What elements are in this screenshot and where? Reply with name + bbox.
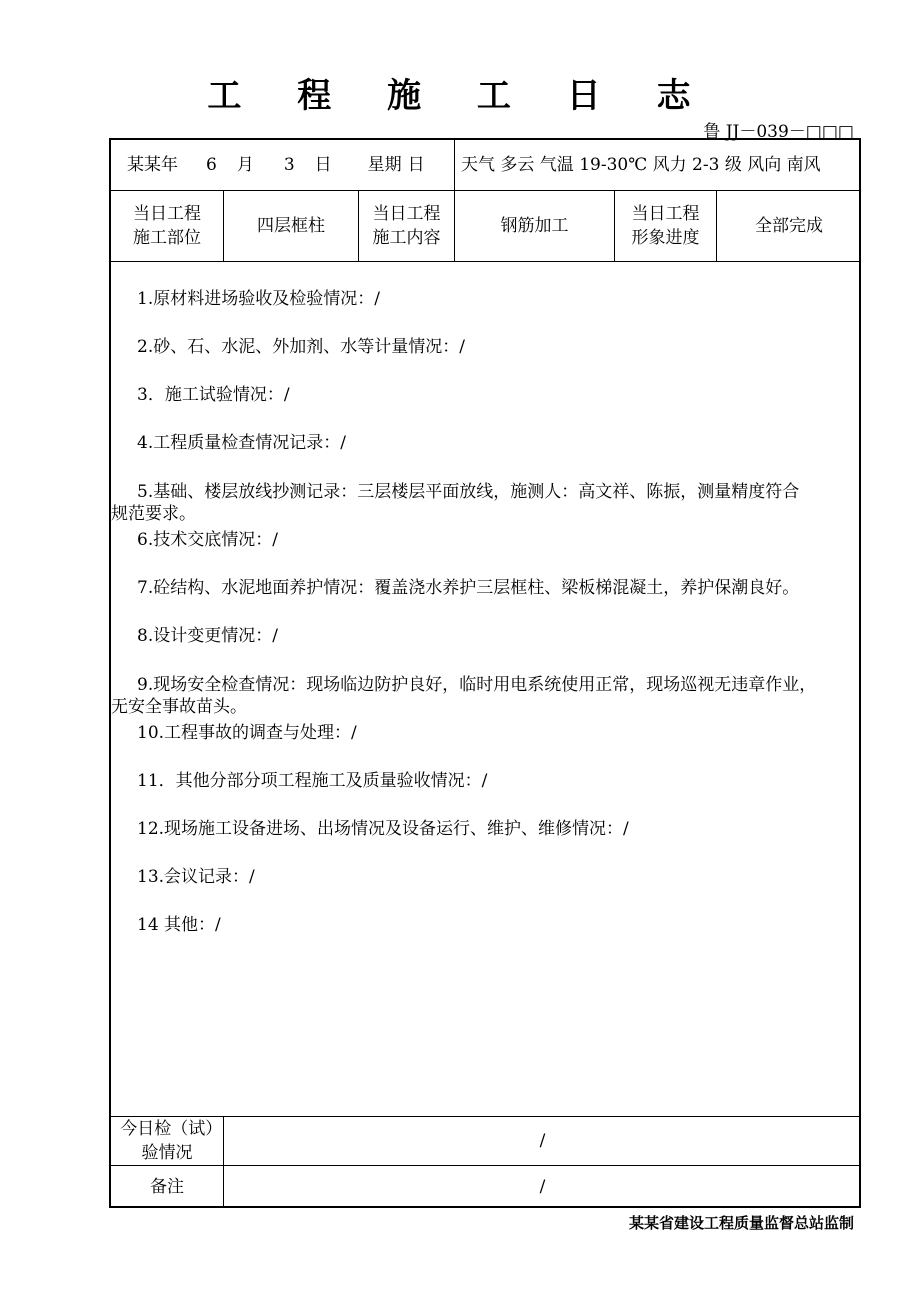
document-number: 鲁 JJ－039－□□□ xyxy=(703,122,854,142)
log-item xyxy=(111,866,859,888)
construction-content-label xyxy=(359,191,454,261)
log-item xyxy=(111,674,859,718)
log-item xyxy=(111,577,859,599)
row-divider xyxy=(111,261,859,262)
date-month: 6 xyxy=(206,155,217,175)
inspection-value: / xyxy=(539,1131,546,1151)
remarks-value: / xyxy=(539,1177,546,1197)
progress-label-text: 当日工程形象进度 xyxy=(631,204,700,248)
page-title: 工 程 施 工 日 志 xyxy=(207,76,713,116)
log-item-text-continued: 无安全事故苗头。 xyxy=(111,697,247,717)
date-day: 3 xyxy=(283,155,295,175)
date-cell xyxy=(127,140,452,190)
log-item-text: 9.现场安全检查情况：现场临边防护良好，临时用电系统使用正常，现场巡视无违章作业， xyxy=(137,675,817,695)
log-item xyxy=(111,384,859,406)
progress-label xyxy=(615,191,716,261)
construction-part-label xyxy=(111,191,223,261)
log-item-text: 12.现场施工设备进场、出场情况及设备运行、维护、维修情况：/ xyxy=(137,819,629,839)
weather-text: 天气 多云 气温 19-30℃ 风力 2-3 级 风向 南风 xyxy=(461,155,821,175)
log-item-text: 4.工程质量检查情况记录：/ xyxy=(137,433,346,453)
log-item-text: 3．施工试验情况：/ xyxy=(137,385,290,405)
log-item xyxy=(111,914,859,936)
log-item xyxy=(111,770,859,792)
remarks-label: 备注 xyxy=(150,1177,184,1197)
construction-content-label-text: 当日工程施工内容 xyxy=(372,204,441,248)
log-item-text: 5.基础、楼层放线抄测记录：三层楼层平面放线，施测人：高文祥、陈振，测量精度符合 xyxy=(137,482,800,502)
log-item-text: 2.砂、石、水泥、外加剂、水等计量情况：/ xyxy=(137,337,465,357)
inspection-label-text: 今日检（试）验情况 xyxy=(120,1119,214,1163)
log-item-text: 10.工程事故的调查与处理：/ xyxy=(137,723,357,743)
log-item-text: 11．其他分部分项工程施工及质量验收情况：/ xyxy=(137,771,488,791)
weekday-label: 星期 xyxy=(367,155,402,175)
weekday-value: 日 xyxy=(407,155,425,175)
construction-part-label-text: 当日工程施工部位 xyxy=(133,204,201,248)
log-item-text: 8.设计变更情况：/ xyxy=(137,626,278,646)
log-item xyxy=(111,336,859,358)
construction-part-value: 四层框柱 xyxy=(257,216,325,236)
date-month-unit: 月 xyxy=(236,155,254,175)
log-item xyxy=(111,818,859,840)
progress-value: 全部完成 xyxy=(755,216,823,236)
inspection-label xyxy=(111,1117,223,1165)
log-item xyxy=(111,529,859,551)
log-item xyxy=(111,288,859,310)
log-item-text: 7.砼结构、水泥地面养护情况：覆盖浇水养护三层框柱、梁板梯混凝土，养护保潮良好。 xyxy=(137,578,800,598)
log-item-text: 14 其他：/ xyxy=(137,915,221,935)
log-item xyxy=(111,432,859,454)
weather-cell xyxy=(461,140,861,190)
date-day-unit: 日 xyxy=(314,155,332,175)
log-item xyxy=(111,625,859,647)
log-item-text: 1.原材料进场验收及检验情况：/ xyxy=(137,289,380,309)
log-item-text: 6.技术交底情况：/ xyxy=(137,530,278,550)
log-item-text: 13.会议记录：/ xyxy=(137,867,255,887)
log-item xyxy=(111,481,859,525)
log-item-text-continued: 规范要求。 xyxy=(111,504,196,524)
construction-content-value: 钢筋加工 xyxy=(500,216,569,236)
log-item xyxy=(111,722,859,744)
footer-issuer: 某某省建设工程质量监督总站监制 xyxy=(628,1214,854,1232)
date-year: 某某年 xyxy=(127,155,178,175)
log-form xyxy=(109,138,861,1208)
